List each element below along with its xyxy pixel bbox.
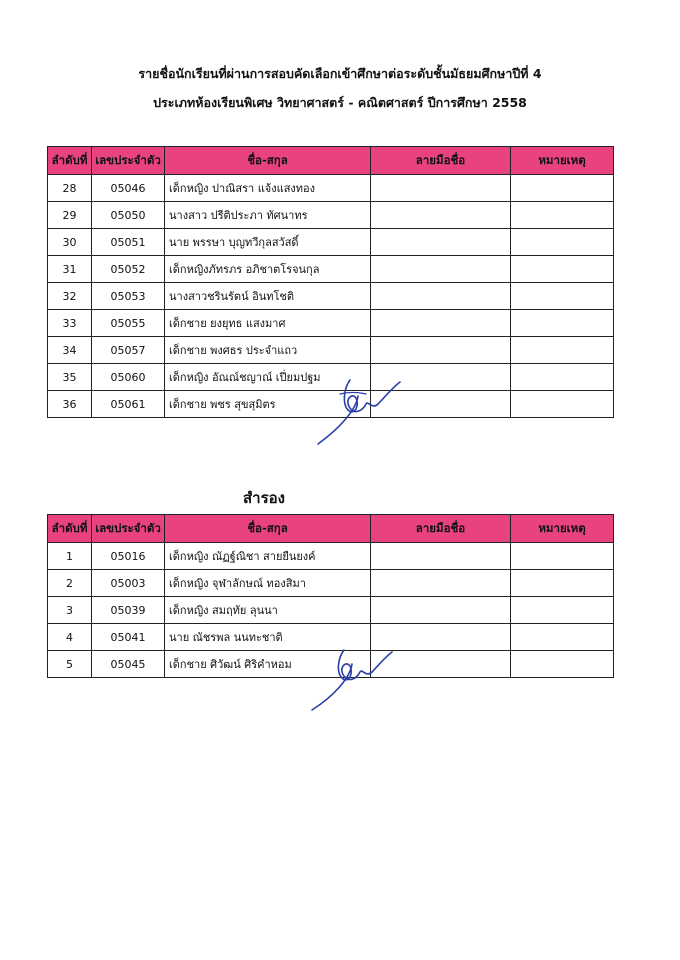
table-row — [48, 597, 614, 624]
row-number: 3 — [48, 597, 92, 624]
remark-cell — [511, 256, 614, 283]
table-row — [48, 364, 614, 391]
main-results-table — [47, 146, 614, 418]
table-row — [48, 651, 614, 678]
signature-cell — [371, 624, 511, 651]
signature-cell — [371, 391, 511, 418]
row-number: 28 — [48, 175, 92, 202]
student-id: 05060 — [92, 364, 165, 391]
row-number: 29 — [48, 202, 92, 229]
signature-cell — [371, 310, 511, 337]
remark-cell — [511, 229, 614, 256]
remark-cell — [511, 283, 614, 310]
signature-cell — [371, 651, 511, 678]
student-id: 05057 — [92, 337, 165, 364]
student-id: 05055 — [92, 310, 165, 337]
remark-cell — [511, 651, 614, 678]
row-number: 32 — [48, 283, 92, 310]
table-row — [48, 202, 614, 229]
signature-cell — [371, 202, 511, 229]
row-number: 31 — [48, 256, 92, 283]
column-header-signature: ลายมือชื่อ — [371, 515, 511, 543]
student-name: เด็กชาย ยงยุทธ แสงมาศ — [165, 310, 371, 337]
row-number: 5 — [48, 651, 92, 678]
signature-cell — [371, 543, 511, 570]
student-name: เด็กชาย พงศธร ประจำแถว — [165, 337, 371, 364]
table-row — [48, 337, 614, 364]
signature-cell — [371, 597, 511, 624]
signature-cell — [371, 283, 511, 310]
column-header-id: เลขประจำตัว — [92, 147, 165, 175]
student-id: 05052 — [92, 256, 165, 283]
student-name: เด็กหญิง สมฤทัย ลุนนา — [165, 597, 371, 624]
reserve-heading: สำรอง — [243, 489, 285, 507]
remark-cell — [511, 391, 614, 418]
student-id: 05046 — [92, 175, 165, 202]
table-row — [48, 570, 614, 597]
column-header-no: ลำดับที่ — [48, 147, 92, 175]
student-name: เด็กหญิง อัณณ์ชญาณ์ เปี่ยมปฐม — [165, 364, 371, 391]
student-id: 05003 — [92, 570, 165, 597]
signature-cell — [371, 337, 511, 364]
student-name: นาย พรรษา บุญทวีกุลสวัสดิ์ — [165, 229, 371, 256]
signature-cell — [371, 570, 511, 597]
signature-cell — [371, 364, 511, 391]
column-header-name: ชื่อ-สกุล — [165, 515, 371, 543]
column-header-signature: ลายมือชื่อ — [371, 147, 511, 175]
signature-cell — [371, 256, 511, 283]
table-row — [48, 175, 614, 202]
remark-cell — [511, 337, 614, 364]
student-id: 05041 — [92, 624, 165, 651]
row-number: 30 — [48, 229, 92, 256]
remark-cell — [511, 175, 614, 202]
student-name: เด็กหญิง ณัฏฐ์ณิชา สายยืนยงค์ — [165, 543, 371, 570]
student-name: นางสาวชรินรัตน์ อินทโชติ — [165, 283, 371, 310]
student-id: 05045 — [92, 651, 165, 678]
student-name: เด็กชาย พชร สุขสุมิตร — [165, 391, 371, 418]
signature-cell — [371, 229, 511, 256]
column-header-id: เลขประจำตัว — [92, 515, 165, 543]
row-number: 2 — [48, 570, 92, 597]
row-number: 34 — [48, 337, 92, 364]
student-name: นางสาว ปรีติประภา ทัศนาทร — [165, 202, 371, 229]
student-id: 05050 — [92, 202, 165, 229]
remark-cell — [511, 202, 614, 229]
reserve-list-table — [47, 514, 614, 678]
table-row — [48, 624, 614, 651]
student-name: เด็กหญิง ปาณิสรา แจ้งแสงทอง — [165, 175, 371, 202]
main-table-body — [48, 175, 614, 418]
signature-cell — [371, 175, 511, 202]
table-header-row — [48, 515, 614, 543]
row-number: 33 — [48, 310, 92, 337]
column-header-remark: หมายเหตุ — [511, 147, 614, 175]
remark-cell — [511, 364, 614, 391]
column-header-name: ชื่อ-สกุล — [165, 147, 371, 175]
student-id: 05061 — [92, 391, 165, 418]
remark-cell — [511, 597, 614, 624]
table-row — [48, 256, 614, 283]
table-row — [48, 283, 614, 310]
student-id: 05016 — [92, 543, 165, 570]
row-number: 35 — [48, 364, 92, 391]
student-name: เด็กหญิงภัทรภร อภิชาตโรจนกุล — [165, 256, 371, 283]
remark-cell — [511, 543, 614, 570]
column-header-no: ลำดับที่ — [48, 515, 92, 543]
student-name: นาย ณัชรพล นนทะชาติ — [165, 624, 371, 651]
table-row — [48, 391, 614, 418]
student-id: 05039 — [92, 597, 165, 624]
document-title: รายชื่อนักเรียนที่ผ่านการสอบคัดเลือกเข้าศึกษาต่อระดับชั้นมัธยมศึกษาปีที่ 4 — [138, 66, 542, 81]
remark-cell — [511, 624, 614, 651]
table-header-row — [48, 147, 614, 175]
student-id: 05053 — [92, 283, 165, 310]
student-name: เด็กชาย ศิวัฒน์ ศิริคำหอม — [165, 651, 371, 678]
document-subtitle: ประเภทห้องเรียนพิเศษ วิทยาศาสตร์ - คณิตศาสตร์ ปีการศึกษา 2558 — [153, 95, 527, 110]
table-row — [48, 310, 614, 337]
table-row — [48, 229, 614, 256]
row-number: 36 — [48, 391, 92, 418]
reserve-table-body — [48, 543, 614, 678]
table-row — [48, 543, 614, 570]
student-name: เด็กหญิง จุฬาลักษณ์ ทองสิมา — [165, 570, 371, 597]
remark-cell — [511, 570, 614, 597]
row-number: 1 — [48, 543, 92, 570]
column-header-remark: หมายเหตุ — [511, 515, 614, 543]
row-number: 4 — [48, 624, 92, 651]
student-id: 05051 — [92, 229, 165, 256]
remark-cell — [511, 310, 614, 337]
